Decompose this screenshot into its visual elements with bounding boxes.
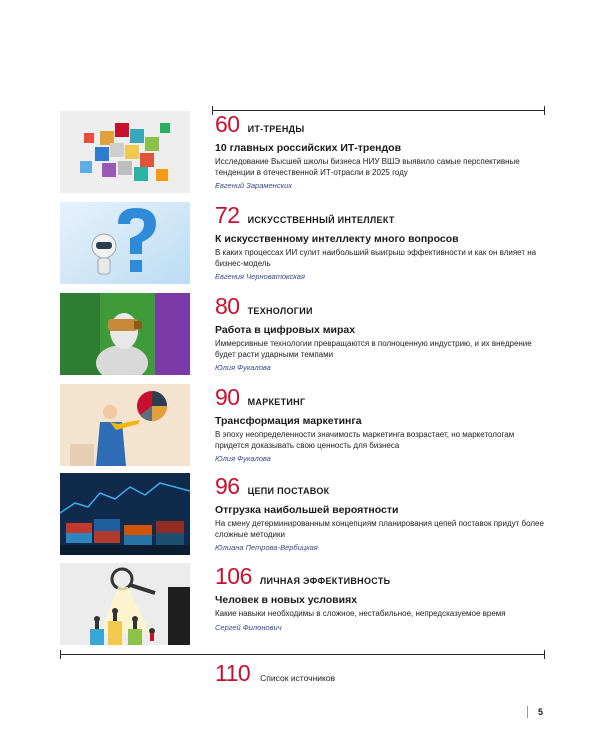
toc-title[interactable]: К искусственному интеллекту много вопросов (215, 233, 459, 245)
toc-entry-sources[interactable] (215, 660, 335, 686)
page-number-separator (527, 706, 528, 718)
container-port-image (60, 473, 190, 555)
toc-description: В эпоху неопределенности значимость маркетинга возрастает, но маркетологам придется доказывать свою ценность для бизнеса (215, 430, 515, 450)
colorful-cubes-image (60, 111, 190, 193)
toc-entry-technology[interactable] (60, 293, 545, 375)
toc-entry-it-trends[interactable] (60, 111, 545, 193)
toc-section: ИТ-ТРЕНДЫ (247, 124, 305, 134)
page-number-value: 5 (538, 707, 544, 717)
businessman-pie-chart-image (60, 384, 190, 466)
toc-section: МАРКЕТИНГ (247, 397, 306, 407)
toc-author: Евгений Зараменских (215, 181, 293, 190)
toc-description: На смену детерминированным концепциям планирования цепей поставок придут более сложные методики (215, 519, 544, 539)
page-number (527, 706, 543, 718)
toc-author: Сергей Филонович (215, 622, 282, 632)
toc-section: ЦЕПИ ПОСТАВОК (247, 486, 330, 496)
toc-author: Юлия Фукалова (215, 363, 271, 372)
toc-entry-supply-chains[interactable] (60, 473, 545, 555)
toc-section: Список источников (260, 673, 336, 683)
toc-description: Исследование Высшей школы бизнеса НИУ ВШЭ выявило самые перспективные тенденции в отечественной ИТ-отрасли в 2025 году (215, 157, 520, 177)
toc-page-number: 96 (215, 473, 240, 499)
toc-author: Евгения Черноватокская (215, 272, 305, 281)
toc-page-number: 72 (215, 202, 240, 228)
robot-question-mark-image (60, 202, 190, 284)
toc-page-number: 80 (215, 293, 240, 319)
toc-author: Юлия Фукалова (215, 454, 271, 463)
toc-section: ТЕХНОЛОГИИ (247, 306, 313, 316)
toc-section: ИСКУССТВЕННЫЙ ИНТЕЛЛЕКТ (247, 215, 395, 225)
toc-description: Иммерсивные технологии превращаются в полноценную индустрию, и их внедрение будет расти ударными темпами (215, 339, 532, 359)
bottom-divider (60, 654, 545, 655)
toc-page-number: 90 (215, 384, 240, 410)
toc-entry-marketing[interactable] (60, 384, 545, 466)
toc-description: В каких процессах ИИ сулит наибольший выигрыш эффективности и как он влияет на бизнес-модель (215, 248, 537, 268)
toc-title[interactable]: 10 главных российских ИТ-трендов (215, 142, 402, 154)
toc-title[interactable]: Работа в цифровых мирах (215, 324, 356, 336)
statue-vr-headset-image (60, 293, 190, 375)
toc-description: Какие навыки необходимы в сложное, нестабильное, непредсказуемое время (215, 609, 506, 618)
toc-author: Юлиана Петрова-Вербицкая (215, 543, 318, 552)
toc-page-number: 60 (215, 111, 240, 137)
toc-page-number: 106 (215, 563, 252, 589)
toc-page-number: 110 (215, 660, 251, 686)
toc-entry-ai[interactable] (60, 202, 545, 284)
toc-title[interactable]: Человек в новых условиях (215, 594, 358, 606)
toc-section: ЛИЧНАЯ ЭФФЕКТИВНОСТЬ (259, 576, 391, 586)
toc-title[interactable]: Трансформация маркетинга (215, 415, 362, 427)
toc-title[interactable]: Отгрузка наибольшей вероятности (215, 504, 399, 516)
toc-entry-personal-efficiency[interactable] (60, 563, 545, 645)
magnifier-people-image (60, 563, 190, 645)
